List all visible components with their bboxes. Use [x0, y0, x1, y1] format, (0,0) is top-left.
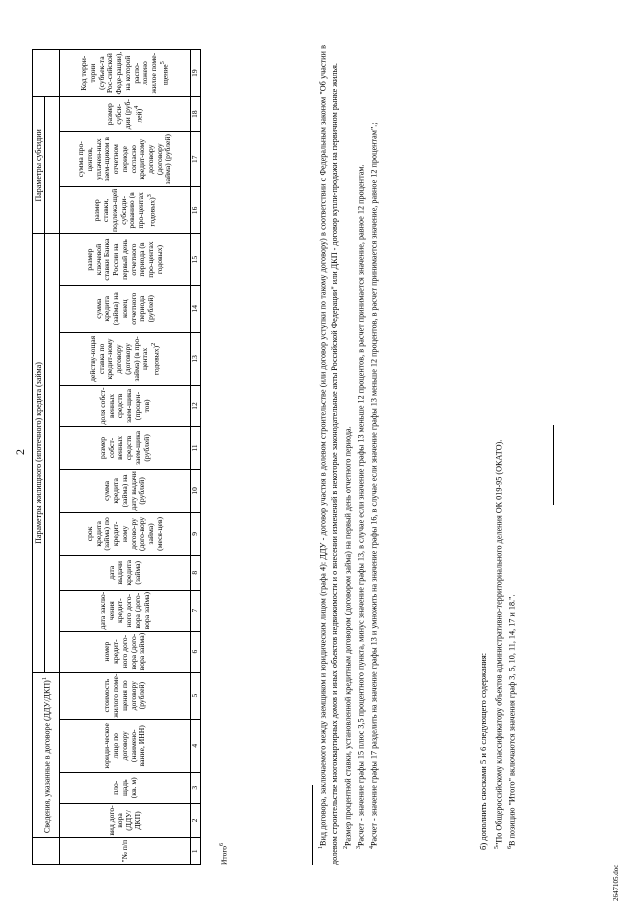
footnote-2: $^2$Размер процентной ставки, установленной кредитным договором (договором займа) на первый день отчетного периода. [342, 426, 353, 849]
column-number-row [191, 50, 201, 865]
closing-rule [553, 425, 554, 505]
header-spacer-subsidy [45, 97, 60, 234]
column-header-7: дата заклю-чения кредит-ного дого-вора (дого-вора займа) [60, 590, 191, 631]
column-number-18: 18 [191, 97, 201, 132]
column-number-15: 15 [191, 234, 201, 285]
column-number-1: 1 [191, 838, 201, 865]
header-group-subsidy: Параметры субсидии [33, 97, 45, 234]
column-header-13: действу-ющая ставка по кредит-ному договору (договору займа) (в про-центах годовых)$^2$ [60, 332, 191, 385]
column-header-12: доля собст-венных средств заем-щика (процен-тов) [60, 386, 191, 427]
amendment-subpoint: б) дополнить сносками 5 и 6 следующего содержания: [478, 652, 488, 850]
column-number-9: 9 [191, 512, 201, 555]
page-number: 2 [13, 449, 27, 455]
column-number-6: 6 [191, 631, 201, 672]
column-number-17: 17 [191, 132, 201, 187]
footnote-5: $^5$"По Общероссийскому классификатору объектов административно-территориального деления ОК 019-95 (ОКАТО). [494, 439, 504, 849]
footnote-6: $^6$В позицию "Итого" включаются значения граф 3, 5, 10, 11, 14, 17 и 18.". [507, 594, 517, 849]
column-header-row [60, 50, 191, 865]
header-group-credit: Параметры жилищного (ипотечного) кредита (займа) [33, 234, 45, 672]
column-number-12: 12 [191, 386, 201, 427]
column-number-5: 5 [191, 672, 201, 719]
column-header-10: сумма кредита (займа) на дату выдачи (рублей) [60, 469, 191, 512]
column-header-17: сумма про-центов, уплачен-ных заем-щиком в отчетном периоде согласно кредит-ному договору (договору займа) (рублей) [60, 132, 191, 187]
column-number-2: 2 [191, 803, 201, 838]
column-header-5: стоимость жилого поме-щения по договору (рублей) [60, 672, 191, 719]
column-number-11: 11 [191, 426, 201, 469]
column-number-7: 7 [191, 590, 201, 631]
subsidy-parameters-table [32, 49, 201, 865]
footnotes-block [316, 45, 380, 865]
column-number-16: 16 [191, 187, 201, 234]
column-header-11: размер собст-венных средств заем-щика (рублей) [60, 426, 191, 469]
footnote-1: $^1$Вид договора, заключаемого между заемщиком и юридическим лицом (графа 4): ДДУ - договор участия в долевом строительстве (или договор уступки по такому договору) в соответствии с Федеральным законом "Об участии в долевом строительстве многоквартирных домов и иных объектов недвижимости и о внесении изменений в некоторые законодательные акты Российской Федерации" или ДКП - договор купли-продажи на первичном рынке жилья. [318, 45, 340, 865]
column-header-2: вид дого-вора (ДДУ/ДКП) [60, 803, 191, 838]
column-header-4: юриди-ческое лицо по договору (наимено-вание, ИНН) [60, 719, 191, 772]
column-number-13: 13 [191, 332, 201, 385]
header-group-spacer [33, 838, 60, 865]
footnote-separator [312, 785, 313, 865]
column-header-14: сумма кредита (займа) на конец отчетного периода (рублей) [60, 285, 191, 332]
column-header-1: "№ п/п [60, 838, 191, 865]
total-row-label: Итого$^6$ [218, 842, 229, 865]
footnote-3: $^3$Расчет - значение графы 15 плюс 3,5 процентного пункта, минус значение графы 13, в случае если значение графы 13 меньше 12 процентов, в расчет принимается значение, равное 12 процентам. [355, 164, 366, 849]
footnote-4: $^4$Расчет - значение графы 17 разделить на значение графы 13 и умножить на значение графы 16, в случае если значение графы 13 меньше 12 процентов, в расчет принимается значение, равное 12 процентам".; [369, 122, 379, 849]
column-number-14: 14 [191, 285, 201, 332]
column-number-8: 8 [191, 555, 201, 590]
column-header-8: дата выдачи кредита (займа) [60, 555, 191, 590]
column-header-9: срок кредита (займа) по кредит-ному догово-ру (дого-вору займа) (меся-цев) [60, 512, 191, 555]
column-header-6: номер кредит-ного дого-вора (дого-вора займа) [60, 631, 191, 672]
header-group-spacer-right [33, 50, 60, 97]
column-number-19: 19 [191, 50, 201, 97]
header-group-contract-info: Сведения, указанные в договоре $(ДДУ/ДКП)^1$ [33, 672, 60, 838]
column-number-10: 10 [191, 469, 201, 512]
column-header-15: размер ключевой ставки Банка России на первый день отчетного периода (в про-центах годовых) [60, 234, 191, 285]
header-row-groups [33, 50, 45, 865]
header-spacer-credit [45, 234, 60, 672]
column-header-19: Код терри-тории (субъек-та Рос-сийской Феде-рации), на которой распо-ложено жилое поме-щение$^5$ [60, 50, 191, 97]
column-header-16: размер ставки, подлежа-щей субсиди-рованию (в про-центах годовых)$^3$ [60, 187, 191, 234]
document-id: 2647105.doc [612, 864, 620, 901]
column-number-4: 4 [191, 719, 201, 772]
column-number-3: 3 [191, 772, 201, 803]
new-footnotes-block [492, 45, 518, 865]
column-header-3: пло-щадь (кв. м) [60, 772, 191, 803]
column-header-18: размер субси-дии $(руб-лей)^4$ [60, 97, 191, 132]
